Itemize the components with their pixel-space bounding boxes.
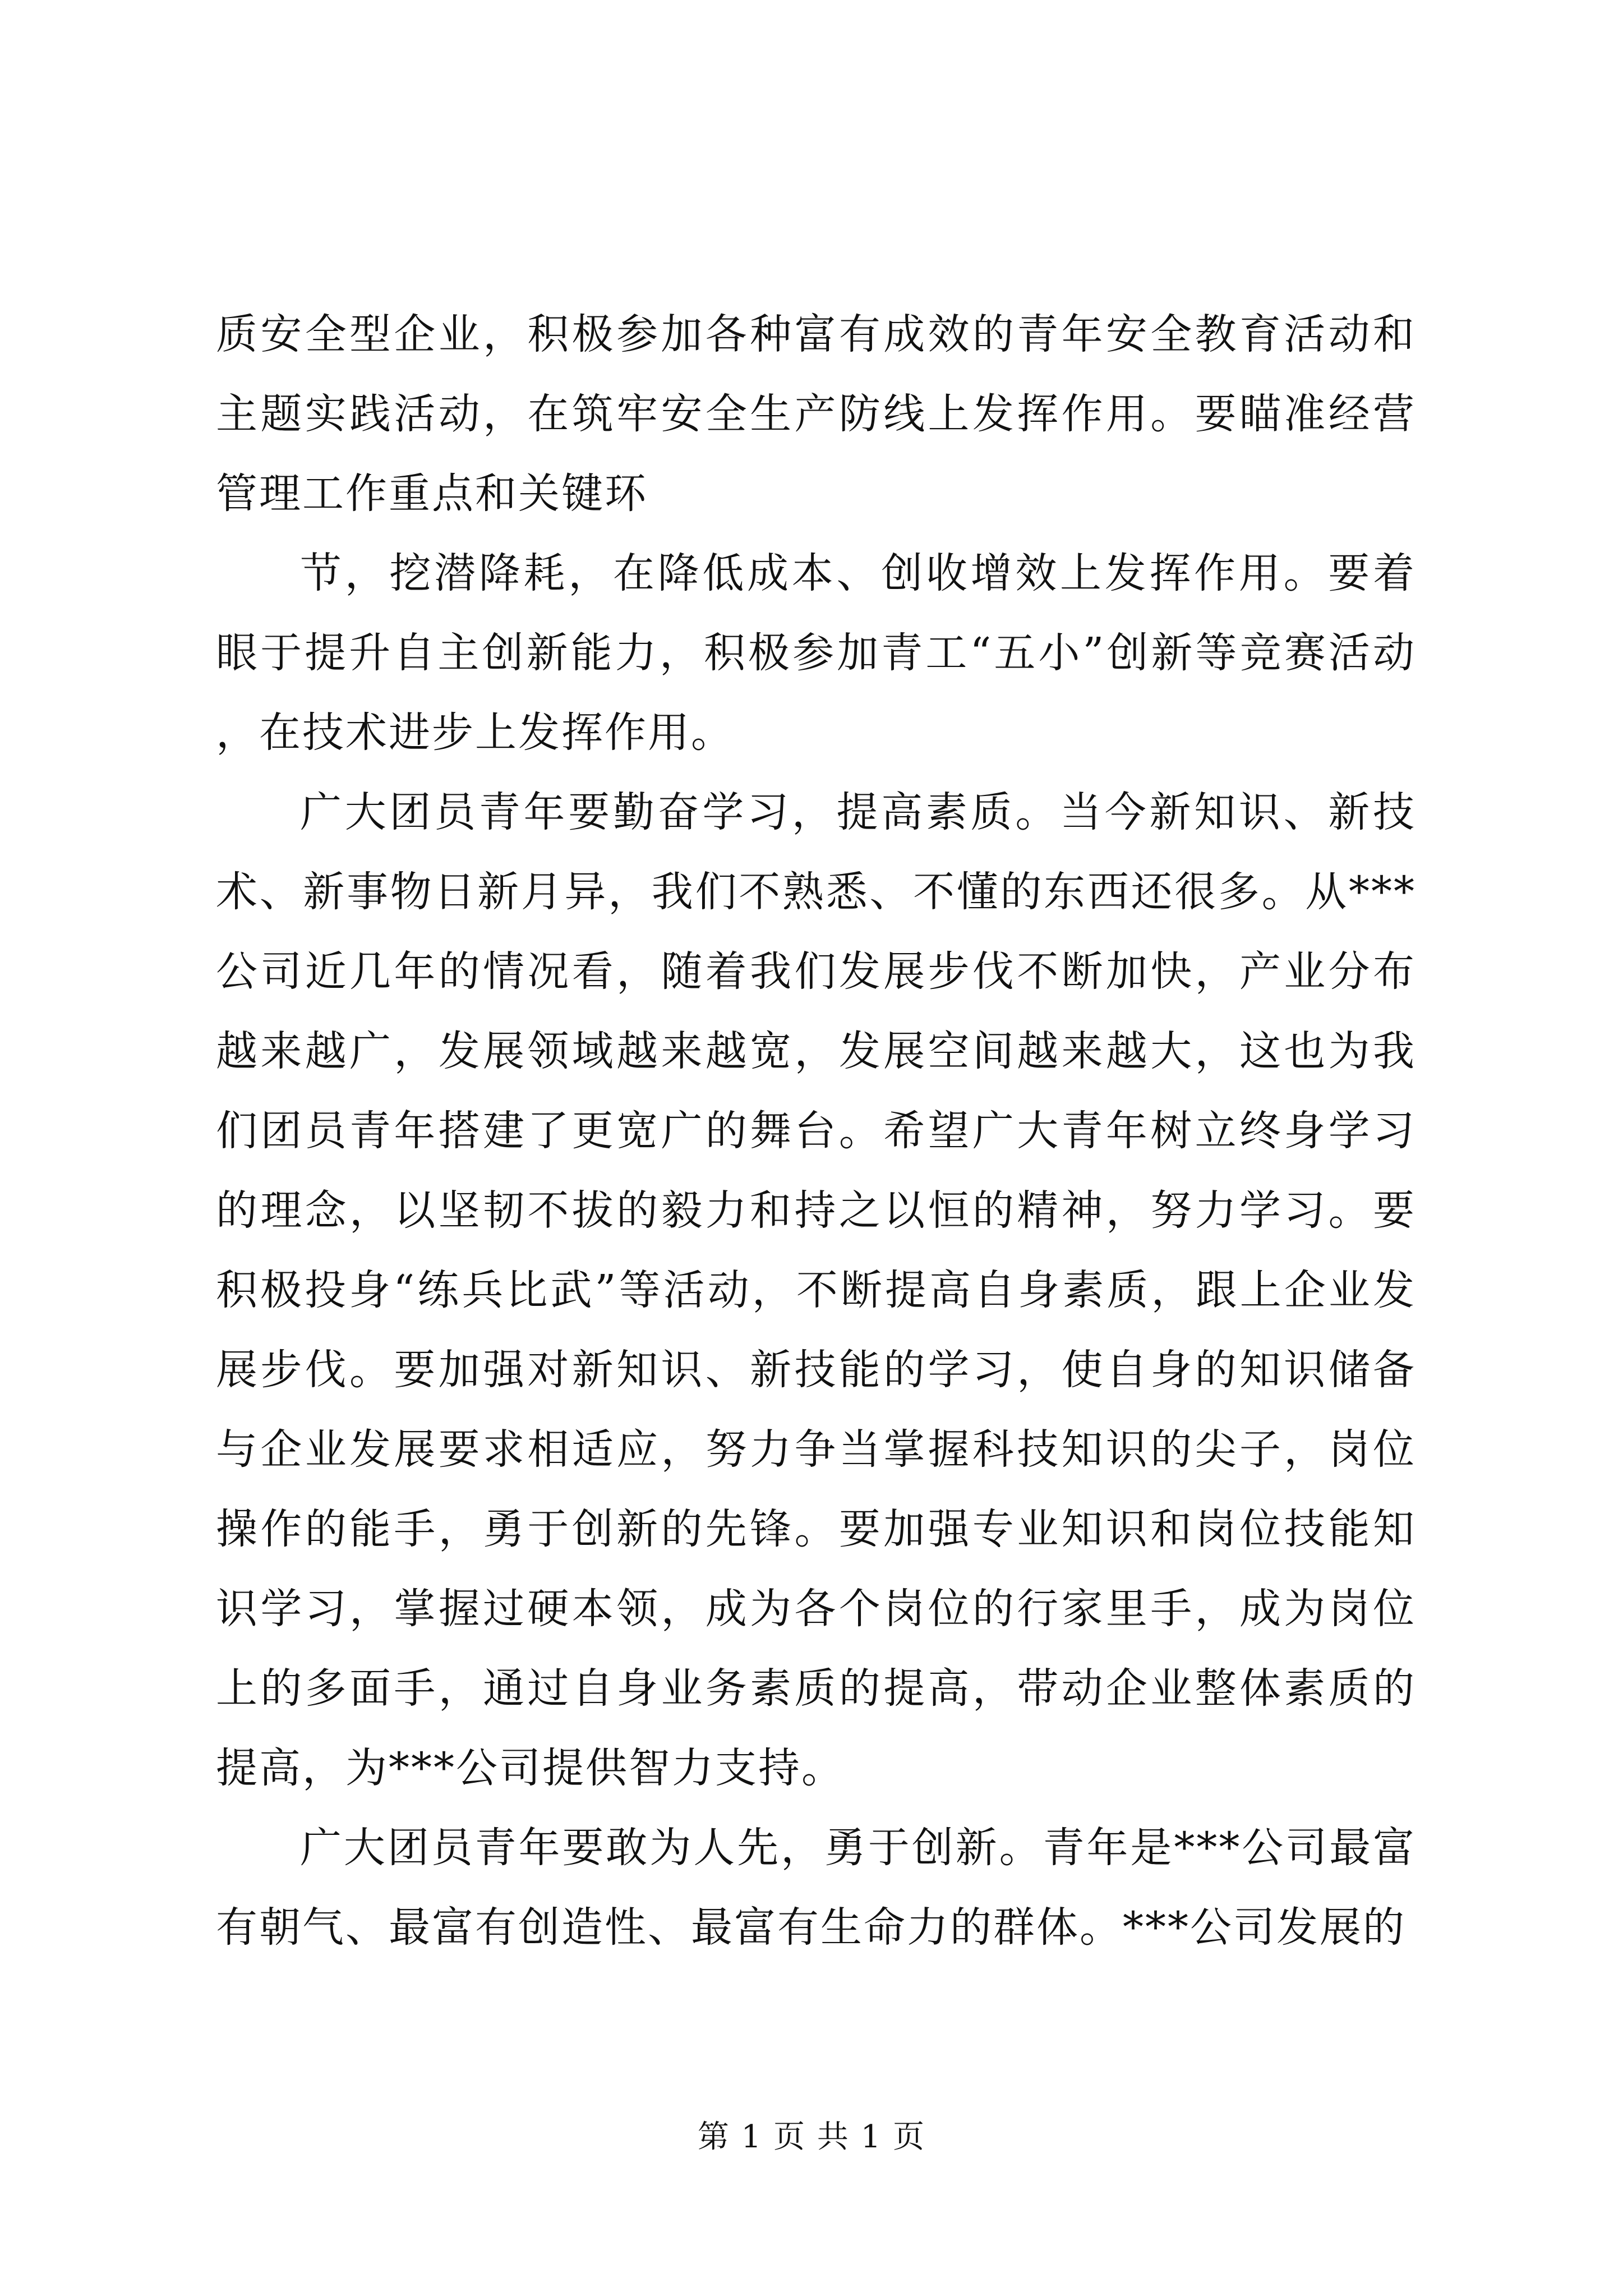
paragraph-study: 广大团员青年要勤奋学习，提高素质。当今新知识、新技术、新事物日新月异，我们不熟悉、不懂的东西还很多。从***公司近几年的情况看，随着我们发展步伐不断加快，产业分布越来越广，发展领域越来越宽，发展空间越来越大，这也为我们团员青年搭建了更宽广的舞台。希望广大青年树立终身学习的理念，以坚韧不拔的毅力和持之以恒的精神，努力学习。要积极投身“练兵比武”等活动，不断提高自身素质，跟上企业发展步伐。要加强对新知识、新技能的学习，使自身的知识储备与企业发展要求相适应，努力争当掌握科技知识的尖子，岗位操作的能手，勇于创新的先锋。要加强专业知识和岗位技能知识学习，掌握过硬本领，成为各个岗位的行家里手，成为岗位上的多面手，通过自身业务素质的提高，带动企业整体素质的提高，为***公司提供智力支持。 bbox=[216, 788, 1416, 1792]
paragraph-continuation: 质安全型企业，积极参加各种富有成效的青年安全教育活动和主题实践活动，在筑牢安全生产防线上发挥作用。要瞄准经营管理工作重点和关键环 bbox=[216, 310, 1416, 518]
paragraph-creativity: 广大团员青年要敢为人先，勇于创新。青年是***公司最富有朝气、最富有创造性、最富有生命力的群体。***公司发展的 bbox=[216, 1824, 1416, 1952]
paragraph-innovation: 节，挖潜降耗，在降低成本、创收增效上发挥作用。要着眼于提升自主创新能力，积极参加青工“五小”创新等竞赛活动，在技术进步上发挥作用。 bbox=[216, 549, 1416, 757]
page-footer: 第 1 页 共 1 页 bbox=[697, 2119, 926, 2155]
document-body bbox=[216, 295, 1416, 1967]
